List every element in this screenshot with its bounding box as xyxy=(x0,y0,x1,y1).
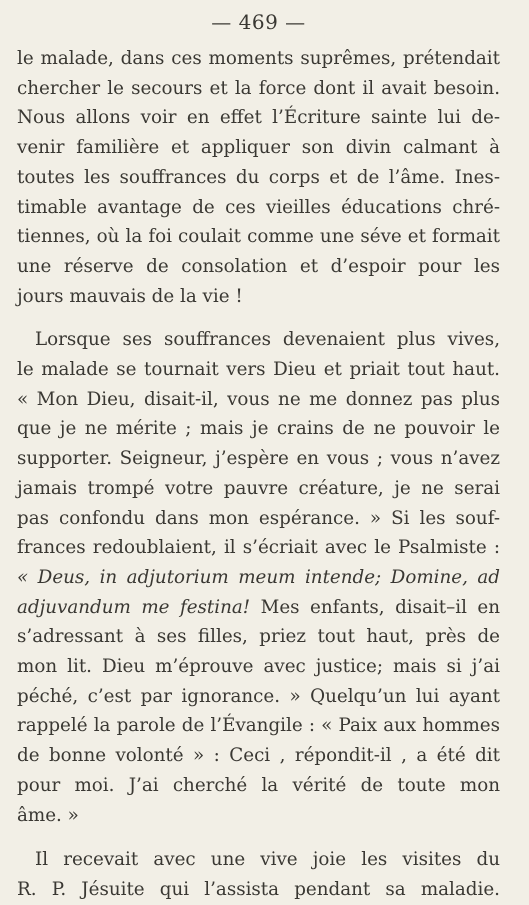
paragraph-1 xyxy=(17,44,500,311)
text-line: une réserve de consolation et d’espoir pour les xyxy=(17,255,500,277)
text-line: mon lit. Dieu m’éprouve avec justice; mais si j’ai xyxy=(17,656,500,678)
text-line: pas confondu dans mon espérance. » Si les souf- xyxy=(17,507,500,529)
text-line: le malade se tournait vers Dieu et priait tout haut. xyxy=(17,359,500,381)
text-line: pour moi. J’ai cherché la vérité de toute mon xyxy=(17,774,500,796)
text-line: jamais trompé votre pauvre créature, je ne serai xyxy=(17,477,500,499)
text-line: âme. » xyxy=(17,804,79,826)
text-line: Il recevait avec une vive joie les visites du xyxy=(35,849,500,871)
text-line: « Deus, in adjutorium meum intende; Domine, ad xyxy=(17,566,500,588)
text-line: le malade, dans ces moments suprêmes, prétendait xyxy=(17,48,500,69)
text-line: R. P. Jésuite qui l’assista pendant sa maladie. xyxy=(17,878,500,900)
text-line: jours mauvais de la vie ! xyxy=(17,285,243,307)
text-line: Nous allons voir en effet l’Écriture sainte lui de- xyxy=(17,107,500,129)
paragraph-2 xyxy=(17,325,500,830)
page-number: — 469 — xyxy=(211,10,306,34)
text-line: supporter. Seigneur, j’espère en vous ; vous n’avez xyxy=(17,448,500,470)
text-line: venir familière et appliquer son divin calmant à xyxy=(17,137,500,159)
text-line: s’adressant à ses filles, priez tout haut, près de xyxy=(17,626,500,648)
text-line: toutes les souffrances du corps et de l’âme. Ines- xyxy=(17,166,500,188)
text-line: frances redoublaient, il s’écriait avec le Psalmiste : xyxy=(17,537,500,559)
text-line: Lorsque ses souffrances devenaient plus vives, xyxy=(35,329,500,351)
text-line: tiennes, où la foi coulait comme une séve et formait xyxy=(17,226,500,248)
text-line: que je ne mérite ; mais je crains de ne pouvoir le xyxy=(17,418,500,440)
latin-quote: adjuvandum me festina! xyxy=(17,596,251,618)
text-line: rappelé la parole de l’Évangile : « Paix aux hommes xyxy=(17,715,500,737)
quote-tail: Mes enfants, disait–il en xyxy=(250,596,501,618)
text-line: chercher le secours et la force dont il avait besoin. xyxy=(17,77,500,99)
text-line: de bonne volonté » : Ceci , répondit-il , a été dit xyxy=(17,745,500,767)
text-line xyxy=(17,593,500,623)
paragraph-3 xyxy=(17,845,500,904)
text-line: péché, c’est par ignorance. » Quelqu’un lui ayant xyxy=(17,685,500,707)
text-line: timable avantage de ces vieilles éducations chré- xyxy=(17,196,500,218)
text-line: « Mon Dieu, disait-il, vous ne me donnez pas plus xyxy=(17,388,500,410)
